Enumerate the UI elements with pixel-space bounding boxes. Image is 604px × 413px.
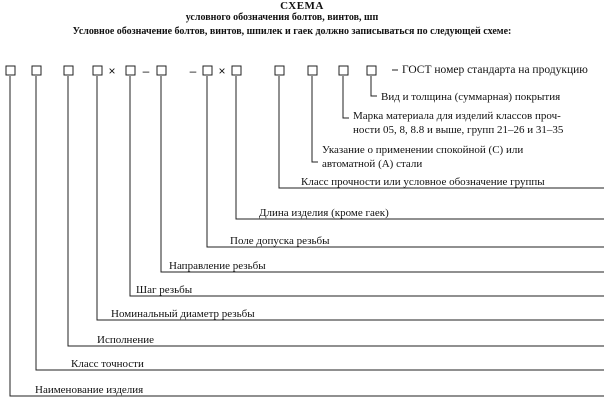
label-accuracy-class: Класс точности bbox=[71, 358, 144, 370]
label-material-line1: Марка материала для изделий классов проч- bbox=[353, 110, 561, 122]
label-tolerance: Поле допуска резьбы bbox=[230, 235, 330, 247]
label-gost: ГОСТ номер стандарта на продукцию bbox=[402, 64, 588, 76]
box-steel-type bbox=[308, 66, 317, 75]
label-thread-pitch: Шаг резьбы bbox=[136, 284, 193, 296]
times-separator-1: × bbox=[108, 64, 116, 78]
times-separator-2: × bbox=[218, 64, 226, 78]
label-steel-line1: Указание о применении спокойной (С) или bbox=[322, 144, 524, 156]
leader-steel bbox=[312, 76, 318, 162]
box-strength-class bbox=[275, 66, 284, 75]
label-strength-class: Класс прочности или условное обозначение группы bbox=[301, 176, 545, 188]
placeholder-row bbox=[6, 64, 376, 78]
scheme-subtitle: условного обозначения болтов, винтов, шп bbox=[185, 12, 379, 23]
leader-thread-direction bbox=[161, 76, 604, 272]
box-thread-pitch bbox=[126, 66, 135, 75]
label-length: Длина изделия (кроме гаек) bbox=[259, 207, 389, 219]
label-product-name: Наименование изделия bbox=[35, 384, 144, 396]
box-thread-direction bbox=[157, 66, 166, 75]
dash-separator-2: – bbox=[189, 64, 197, 78]
box-tolerance bbox=[203, 66, 212, 75]
leader-coating bbox=[371, 76, 377, 96]
box-length bbox=[232, 66, 241, 75]
label-thread-direction: Направление резьбы bbox=[169, 260, 266, 272]
leader-material bbox=[343, 76, 349, 118]
label-execution: Исполнение bbox=[97, 334, 154, 346]
scheme-title: СХЕМА bbox=[280, 0, 324, 12]
box-coating bbox=[367, 66, 376, 75]
scheme-instruction: Условное обозначение болтов, винтов, шпилек и гаек должно записываться по следующей схеме: bbox=[72, 26, 512, 37]
label-nominal-diameter: Номинальный диаметр резьбы bbox=[111, 308, 255, 320]
box-execution bbox=[64, 66, 73, 75]
label-material-line2: ности 05, 8, 8.8 и выше, групп 21–26 и 31–35 bbox=[353, 124, 564, 136]
label-steel-line2: автоматной (А) стали bbox=[322, 158, 423, 170]
dash-separator-1: – bbox=[142, 64, 150, 78]
box-accuracy-class bbox=[32, 66, 41, 75]
box-nominal-diameter bbox=[93, 66, 102, 75]
box-material bbox=[339, 66, 348, 75]
label-coating: Вид и толщина (суммарная) покрытия bbox=[381, 91, 561, 103]
box-product-name bbox=[6, 66, 15, 75]
